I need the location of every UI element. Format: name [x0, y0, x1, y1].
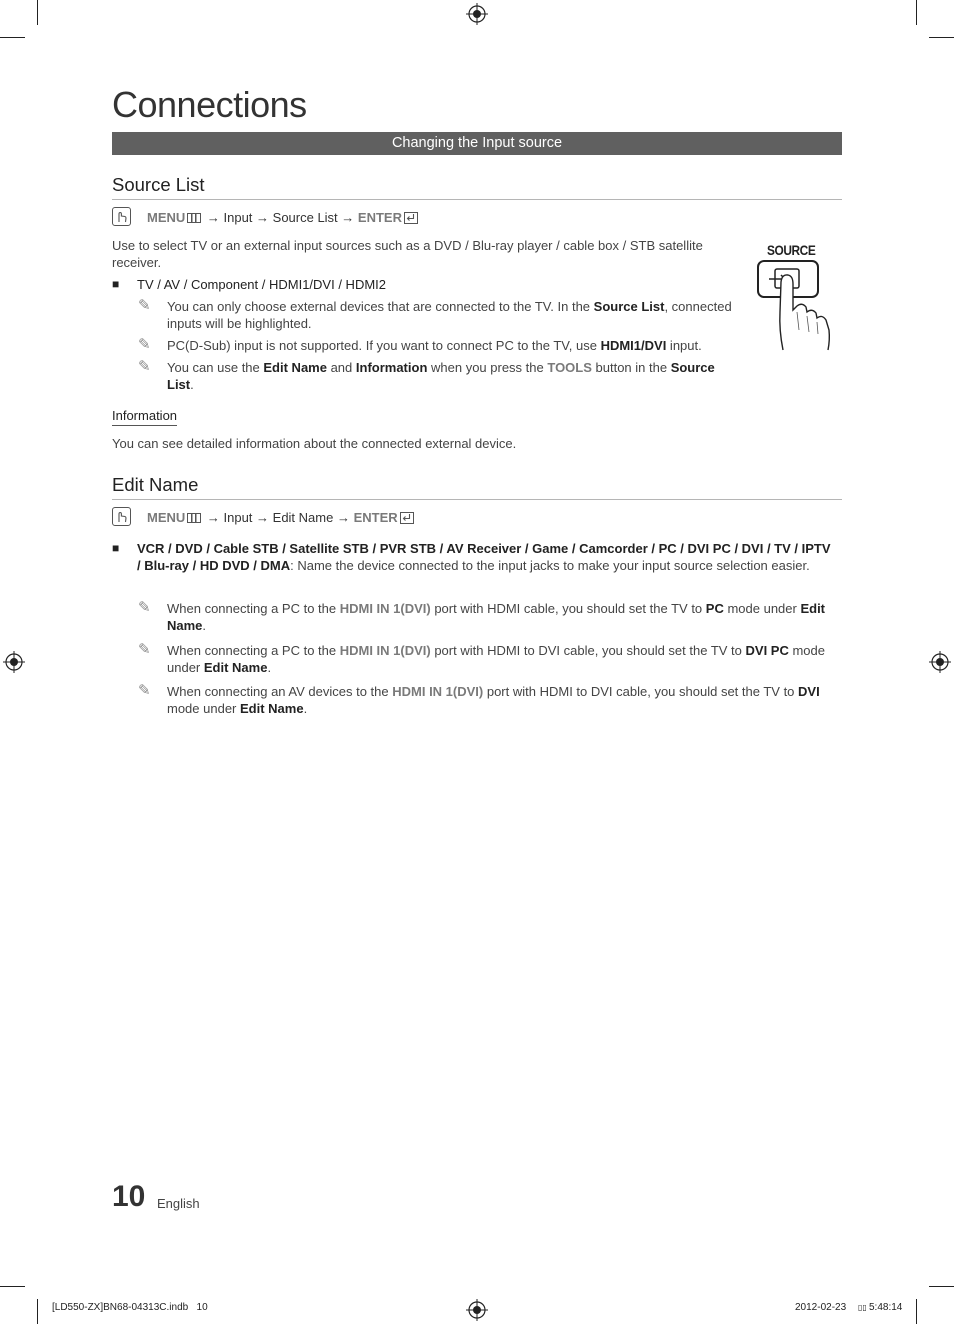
enter-icon	[404, 212, 418, 224]
note-pencil-icon: ✎	[138, 358, 151, 375]
menu-path-text: → Input → Source List →	[203, 210, 358, 225]
page-number: 10	[112, 1180, 146, 1213]
enter-icon	[400, 512, 414, 524]
print-time-glyph: ▯▯	[858, 1303, 867, 1312]
note-item: When connecting an AV devices to the HDMI IN 1(DVI) port with HDMI to DVI cable, you should set the TV to DVI mode under Edit Name.	[167, 684, 820, 716]
menu-path-text: → Input → Edit Name →	[203, 510, 354, 525]
edit-name-menu-path	[147, 508, 414, 528]
menu-icon	[187, 513, 201, 523]
crop-mark	[929, 1286, 954, 1287]
crop-mark	[916, 1299, 917, 1324]
registration-mark-icon	[3, 651, 25, 673]
source-list-intro: Use to select TV or an external input sources such as a DVD / Blu-ray player / cable box / STB satellite receiver.	[112, 238, 703, 270]
source-list-options: TV / AV / Component / HDMI1/DVI / HDMI2	[137, 277, 386, 292]
source-list-menu-path	[147, 208, 418, 228]
note-pencil-icon: ✎	[138, 682, 151, 699]
note-item: You can only choose external devices that are connected to the TV. In the Source List, connected inputs will be highlighted.	[167, 299, 732, 331]
note-item: PC(D-Sub) input is not supported. If you want to connect PC to the TV, use HDMI1/DVI input.	[167, 338, 702, 353]
crop-mark	[929, 37, 954, 38]
crop-mark	[37, 0, 38, 25]
source-button-icon	[755, 240, 835, 352]
bullet-square-icon: ■	[112, 277, 120, 291]
note-pencil-icon: ✎	[138, 297, 151, 314]
menu-icon	[187, 213, 201, 223]
section-bar: Changing the Input source	[112, 132, 842, 155]
note-item: When connecting a PC to the HDMI IN 1(DVI) port with HDMI cable, you should set the TV to PC mode under Edit Name.	[167, 601, 826, 633]
menu-label: MENU	[147, 210, 186, 225]
note-item: You can use the Edit Name and Information when you press the TOOLS button in the Source List.	[167, 360, 715, 392]
page-language: English	[157, 1196, 200, 1211]
source-button-illustration	[755, 240, 835, 352]
source-button-label: SOURCE	[767, 242, 816, 258]
edit-name-description: VCR / DVD / Cable STB / Satellite STB / PVR STB / AV Receiver / Game / Camcorder / PC / DVI PC / DVI / TV / IPTV / Blu-ray / HD DVD / DMA: Name the device connected to the input jacks to make your input source selection easier.	[137, 541, 831, 573]
print-file-name: [LD550-ZX]BN68-04313C.indb 10	[52, 1302, 208, 1313]
print-time: 5:48:14	[869, 1302, 903, 1313]
enter-label: ENTER	[357, 210, 402, 225]
hand-icon	[112, 207, 131, 226]
menu-label: MENU	[147, 510, 186, 525]
note-pencil-icon: ✎	[138, 599, 151, 616]
crop-mark	[0, 37, 25, 38]
registration-mark-icon	[929, 651, 951, 673]
information-text: You can see detailed information about the connected external device.	[112, 436, 517, 451]
note-pencil-icon: ✎	[138, 641, 151, 658]
note-item: When connecting a PC to the HDMI IN 1(DVI) port with HDMI to DVI cable, you should set the TV to DVI PC mode under Edit Name.	[167, 643, 825, 675]
registration-mark-icon	[466, 1299, 488, 1321]
edit-name-heading: Edit Name	[112, 474, 842, 500]
chapter-title: Connections	[112, 84, 307, 125]
bullet-square-icon: ■	[112, 541, 120, 555]
enter-label: ENTER	[353, 510, 398, 525]
print-date: 2012-02-23	[795, 1302, 847, 1313]
note-pencil-icon: ✎	[138, 336, 151, 353]
crop-mark	[0, 1286, 25, 1287]
information-heading: Information	[112, 408, 177, 426]
hand-icon	[112, 507, 131, 526]
source-list-heading: Source List	[112, 174, 842, 200]
crop-mark	[37, 1299, 38, 1324]
crop-mark	[916, 0, 917, 25]
registration-mark-icon	[466, 3, 488, 25]
